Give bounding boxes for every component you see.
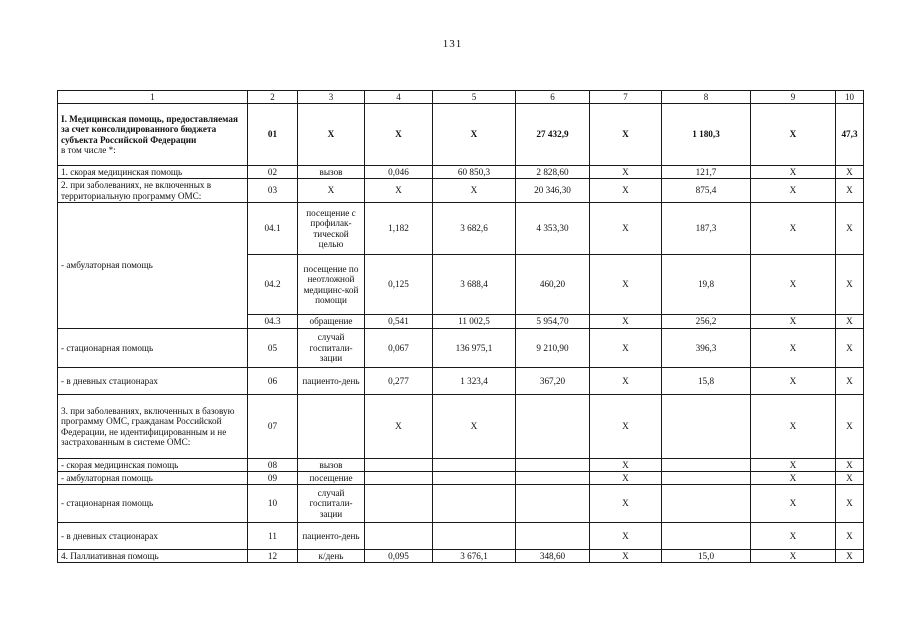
table-cell: 3 682,6 [433,203,516,255]
table-cell [516,472,590,485]
table-cell: Х [836,395,864,459]
table-cell: 1,182 [365,203,433,255]
table-cell: пациенто-день [298,368,365,395]
table-cell: Х [433,395,516,459]
column-header: 4 [365,91,433,104]
table-cell: 04.1 [248,203,298,255]
table-cell [662,472,751,485]
table-cell [433,459,516,472]
table-cell: 0,541 [365,315,433,329]
table-cell: 20 346,30 [516,179,590,203]
table-cell: Х [836,166,864,179]
table-cell: посещение с профилак-тической целью [298,203,365,255]
table-cell: 348,60 [516,550,590,563]
table-cell: 01 [248,104,298,166]
table-cell: Х [751,104,836,166]
table-cell: 187,3 [662,203,751,255]
table-cell: Х [751,523,836,550]
table-cell: Х [433,179,516,203]
table-cell: 2 828,60 [516,166,590,179]
table-cell: Х [365,395,433,459]
table-cell: Х [590,485,662,523]
table-cell: Х [751,255,836,315]
table-cell: 02 [248,166,298,179]
column-header: 5 [433,91,516,104]
table-cell: 256,2 [662,315,751,329]
table-cell: Х [836,459,864,472]
table-cell [516,459,590,472]
page-number: 131 [442,38,463,50]
table-cell [662,395,751,459]
table-cell: Х [751,203,836,255]
column-header: 9 [751,91,836,104]
row-label: 2. при заболеваниях, не включенных в территориальную программу ОМС: [58,179,248,203]
table-cell: Х [751,485,836,523]
table-cell: 136 975,1 [433,329,516,368]
table-row [58,166,864,179]
table-row [58,179,864,203]
table-cell: Х [590,329,662,368]
table-cell: Х [836,472,864,485]
table-cell [516,485,590,523]
table-cell: к/день [298,550,365,563]
table-cell: 875,4 [662,179,751,203]
table-cell: Х [590,315,662,329]
table-cell: 15,0 [662,550,751,563]
column-header: 6 [516,91,590,104]
table-cell [365,472,433,485]
table-cell: 05 [248,329,298,368]
table-cell: 460,20 [516,255,590,315]
table-cell: 07 [248,395,298,459]
table-cell: Х [590,395,662,459]
row-label: - амбулаторная помощь [58,472,248,485]
table-cell: Х [836,329,864,368]
column-header: 2 [248,91,298,104]
table-cell [516,523,590,550]
table-cell: Х [365,179,433,203]
table-cell: 60 850,3 [433,166,516,179]
table-cell: 367,20 [516,368,590,395]
table-cell: Х [751,329,836,368]
table-cell [365,485,433,523]
row-label: - в дневных стационарах [58,523,248,550]
column-header: 10 [836,91,864,104]
table-row [58,104,864,166]
table-cell: 19,8 [662,255,751,315]
table-cell: Х [751,550,836,563]
table-row [58,485,864,523]
table-cell: Х [590,459,662,472]
table-cell [662,459,751,472]
section-title: I. Медицинская помощь, предоставляемая за счет консолидированного бюджета субъекта Российской Федерации [61,113,238,145]
table-cell: 5 954,70 [516,315,590,329]
table-cell: 0,095 [365,550,433,563]
table-cell: 04.2 [248,255,298,315]
table-cell: Х [751,472,836,485]
table-cell [662,485,751,523]
table-cell: 27 432,9 [516,104,590,166]
table-cell: 10 [248,485,298,523]
table-cell: Х [590,368,662,395]
column-header: 1 [58,91,248,104]
table-cell: Х [836,203,864,255]
row-label: - в дневных стационарах [58,368,248,395]
table-row [58,368,864,395]
table-cell [662,523,751,550]
table-cell: вызов [298,166,365,179]
table-cell: 0,067 [365,329,433,368]
table-cell: 09 [248,472,298,485]
table-cell [516,395,590,459]
table-cell [433,472,516,485]
table-cell: 11 [248,523,298,550]
table-row [58,329,864,368]
table-cell: Х [590,203,662,255]
table-cell: Х [751,368,836,395]
table-cell: Х [751,395,836,459]
table-cell [365,523,433,550]
table-cell: Х [751,166,836,179]
table-cell: Х [590,550,662,563]
table-cell: 9 210,90 [516,329,590,368]
table-cell: Х [836,368,864,395]
table-cell: Х [590,255,662,315]
table-cell: 1 180,3 [662,104,751,166]
row-label: - стационарная помощь [58,485,248,523]
table-cell: вызов [298,459,365,472]
table-cell: 12 [248,550,298,563]
table-cell: пациенто-день [298,523,365,550]
column-header: 8 [662,91,751,104]
table-cell: посещение по неотложной медицинс-кой помощи [298,255,365,315]
table-cell: Х [590,523,662,550]
table-cell: Х [836,485,864,523]
row-label: - стационарная помощь [58,329,248,368]
row-label: 1. скорая медицинская помощь [58,166,248,179]
table-cell: случай госпитали-зации [298,329,365,368]
table-cell: Х [836,523,864,550]
section-subtitle: в том числе *: [61,144,116,155]
table-cell [298,395,365,459]
table-cell: 15,8 [662,368,751,395]
table-cell: 3 676,1 [433,550,516,563]
table-cell: 396,3 [662,329,751,368]
table-cell: Х [590,472,662,485]
table-cell: 06 [248,368,298,395]
row-label: 4. Паллиативная помощь [58,550,248,563]
column-header: 7 [590,91,662,104]
table-cell: Х [590,104,662,166]
table-cell: Х [836,550,864,563]
table-cell: Х [751,179,836,203]
table-cell: 0,277 [365,368,433,395]
table-cell [433,523,516,550]
table-row [58,203,864,255]
table-cell: Х [298,179,365,203]
column-header: 3 [298,91,365,104]
table-cell: Х [751,315,836,329]
table-cell: Х [433,104,516,166]
table-cell: посещение [298,472,365,485]
table-cell: 0,125 [365,255,433,315]
table-cell [433,485,516,523]
row-label: - скорая медицинская помощь [58,459,248,472]
table-row [58,459,864,472]
table-cell: 47,3 [836,104,864,166]
table-cell: 03 [248,179,298,203]
table-row [58,395,864,459]
table-cell: 0,046 [365,166,433,179]
row-label: - амбулаторная помощь [58,203,248,329]
table-cell: 11 002,5 [433,315,516,329]
row-label [58,104,248,166]
table-row [58,550,864,563]
table-cell: 3 688,4 [433,255,516,315]
table-cell: 04.3 [248,315,298,329]
table-cell: 08 [248,459,298,472]
table-cell: Х [298,104,365,166]
table-cell: 1 323,4 [433,368,516,395]
table-cell: случай госпитали-зации [298,485,365,523]
table-cell: Х [836,315,864,329]
medical-care-table [57,90,864,563]
table-cell: 4 353,30 [516,203,590,255]
table-cell: Х [836,255,864,315]
row-label: 3. при заболеваниях, включенных в базовую программу ОМС, гражданам Российской Федерации, не идентифицированным и не застрахованным в системе ОМС: [58,395,248,459]
table-row [58,472,864,485]
table-cell: Х [590,166,662,179]
table-cell [365,459,433,472]
table-cell: Х [365,104,433,166]
table-cell: обращение [298,315,365,329]
table-cell: Х [836,179,864,203]
table-cell: Х [590,179,662,203]
table-row [58,523,864,550]
column-numbers-row [58,91,864,104]
table-cell: 121,7 [662,166,751,179]
table-cell: Х [751,459,836,472]
